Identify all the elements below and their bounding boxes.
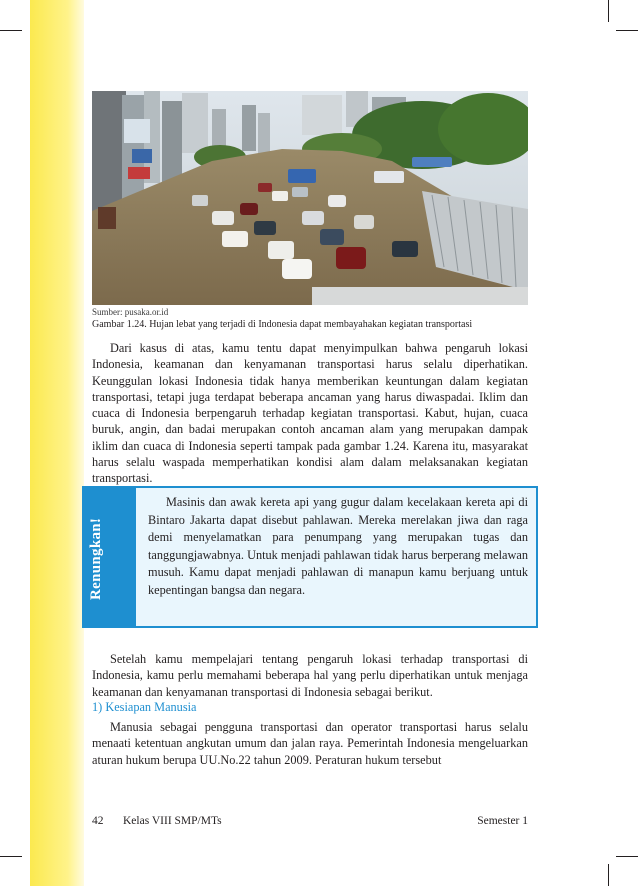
- crop-mark: [608, 0, 609, 22]
- semester-label: Semester 1: [477, 815, 528, 827]
- margin-band: [30, 0, 84, 886]
- figure-caption: Gambar 1.24. Hujan lebat yang terjadi di Indonesia dapat membayahakan kegiatan transportasi: [92, 319, 473, 330]
- flood-photo: [92, 91, 528, 305]
- paragraph-text: Manusia sebagai pengguna transportasi dan operator transportasi harus selalu menaati ketentuan angkutan umum dan jalan raya. Pemerintah Indonesia mengeluarkan aturan hukum berupa UU.No.22 tahun 2009. Peraturan hukum tersebut: [92, 720, 528, 767]
- page-number: 42: [92, 815, 104, 827]
- reflection-text-block: [148, 494, 528, 599]
- crop-mark: [0, 30, 22, 31]
- crop-mark: [616, 30, 638, 31]
- paragraph-text: Setelah kamu mempelajari tentang pengaruh lokasi terhadap transportasi di Indonesia, kamu perlu memahami beberapa hal yang perlu diperhatikan untuk menjaga keamanan dan kenyamanan transportasi di Indonesia sebagai berikut.: [92, 652, 528, 699]
- paragraph-text: Dari kasus di atas, kamu tentu dapat menyimpulkan bahwa pengaruh lokasi Indonesia, keamanan dan kenyamanan transportasi harus selalu diperhatikan. Keunggulan lokasi Indonesia tidak hanya memberikan keuntungan dalam kegiatan transportasi, tetapi juga terdapat beberapa ancaman yang harus diwaspadai. Iklim dan cuaca di Indonesia berpengaruh terhadap kegiatan transportasi. Kabut, hujan, cuaca buruk, angin, dan badai merupakan contoh ancaman alam yang merupakan dampak iklim dan cuaca di Indonesia seperti tampak pada gambar 1.24. Karena itu, masyarakat harus selalu waspada memperhatikan kondisi alam dalam melaksanakan kegiatan transportasi.: [92, 341, 528, 486]
- body-paragraph: [92, 340, 528, 487]
- photo-source: Sumber: pusaka.or.id: [92, 307, 169, 317]
- crop-mark: [0, 856, 22, 857]
- book-title: Kelas VIII SMP/MTs: [123, 815, 222, 827]
- crop-mark: [616, 856, 638, 857]
- section-heading: 1) Kesiapan Manusia: [92, 700, 197, 714]
- reflection-label: Renungkan!: [88, 517, 104, 600]
- body-paragraph: [92, 719, 528, 768]
- crop-mark: [608, 864, 609, 886]
- body-paragraph: [92, 651, 528, 700]
- reflection-text: Masinis dan awak kereta api yang gugur dalam kecelakaan kereta api di Bintaro Jakarta dapat disebut pahlawan. Mereka merelakan jiwa dan raga demi menyelamatkan para penumpang yang merupakan tugas dan tanggungjawabnya. Untuk menjadi pahlawan tidak harus berperang melawan musuh. Kamu dapat menjadi pahlawan di manapun kamu berjuang untuk kepentingan bangsa dan negara.: [148, 495, 528, 597]
